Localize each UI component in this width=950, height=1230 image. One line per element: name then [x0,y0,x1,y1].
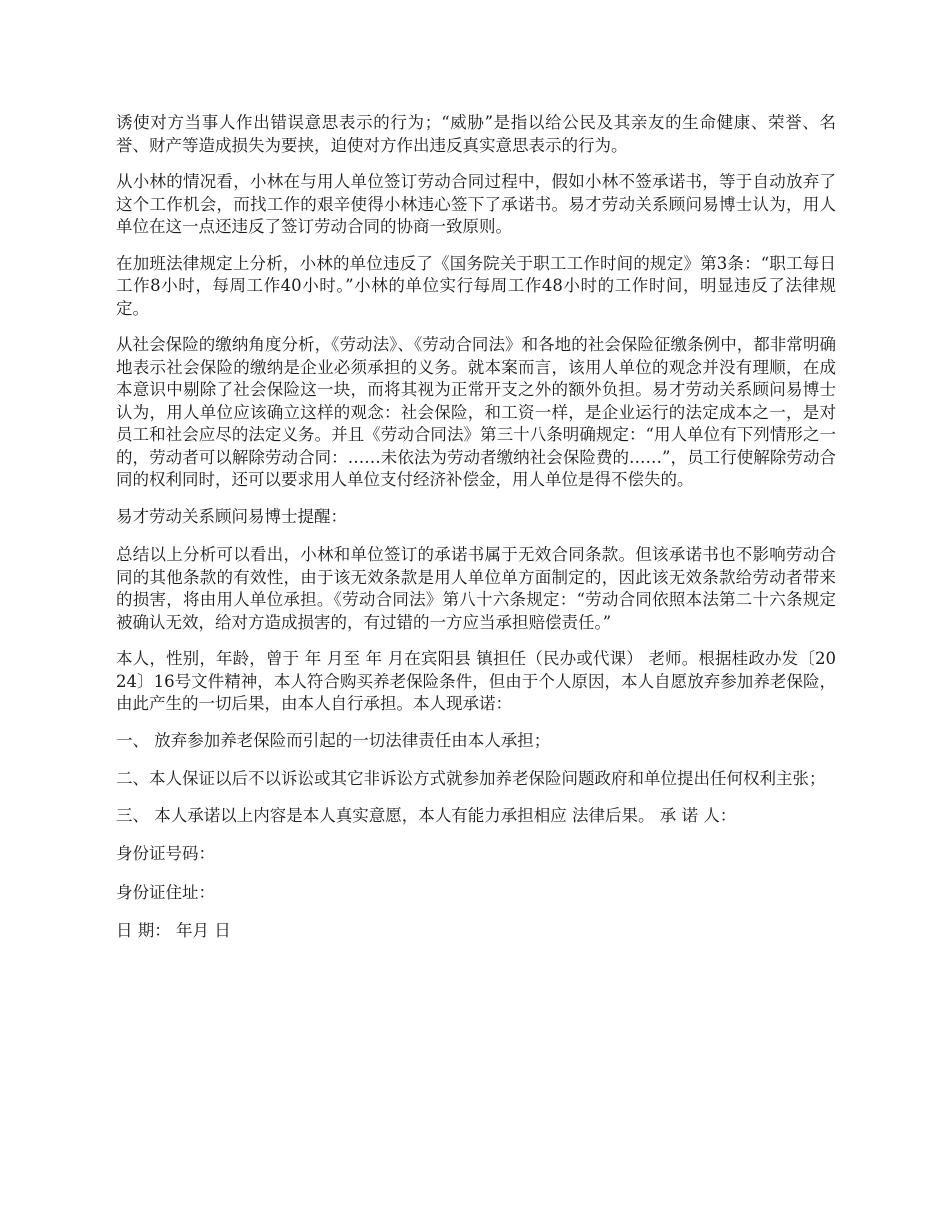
paragraph-coercion-definition: 诱使对方当事人作出错误意思表示的行为；“威胁”是指以给公民及其亲友的生命健康、荣誉、名誉、财产等造成损失为要挟，迫使对方作出违反真实意思表示的行为。 [116,113,836,155]
date-field: 日 期： 年月 日 [116,921,231,940]
id-number-field: 身份证号码： [116,844,215,863]
document-page [116,112,836,959]
paragraph-conclusion: 总结以上分析可以看出，小林和单位签订的承诺书属于无效合同条款。但该承诺书也不影响劳动合同的其他条款的有效性，由于该无效条款是用人单位单方面制定的，因此该无效条款给劳动者带来的损害，将由用人单位承担。《劳动合同法》第八十六条规定：“劳动合同依照本法第二十六条规定被确认无效，给对方造成损害的，有过错的一方应当承担赔偿责任。” [116,545,836,632]
paragraph-personal-statement: 本人，性别，年龄，曾于 年 月至 年 月在宾阳县 镇担任（民办或代课） 老师。根据桂政办发〔2024〕16号文件精神，本人符合购买养老保险条件，但由于个人原因，本人自愿放弃参加养老保险，由此产生的一切后果，由本人自行承担。本人现承诺： [116,649,836,713]
pledge-item-2: 二、本人保证以后不以诉讼或其它非诉讼方式就参加养老保险问题政府和单位提出任何权利主张； [116,769,826,788]
pledge-item-1: 一、 放弃参加养老保险而引起的一切法律责任由本人承担； [116,730,551,750]
paragraph-advisor-reminder: 易才劳动关系顾问易博士提醒： [116,506,347,526]
paragraph-overtime-law: 在加班法律规定上分析，小林的单位违反了《国务院关于职工工作时间的规定》第3条：“职工每日工作8小时，每周工作40小时。”小林的单位实行每周工作48小时的工作时间，明显违反了法律规定。 [116,253,836,318]
paragraph-xiaolin-situation: 从小林的情况看，小林在与用人单位签订劳动合同过程中，假如小林不签承诺书，等于自动放弃了这个工作机会，而找工作的艰辛使得小林违心签下了承诺书。易才劳动关系顾问易博士认为，用人单位在这一点还违反了签订劳动合同的协商一致原则。 [116,172,836,236]
paragraph-social-insurance: 从社会保险的缴纳角度分析，《劳动法》、《劳动合同法》和各地的社会保险征缴条例中，都非常明确地表示社会保险的缴纳是企业必须承担的义务。就本案而言，该用人单位的观念并没有理顺，在成本意识中剔除了社会保险这一块，而将其视为正常开支之外的额外负担。易才劳动关系顾问易博士认为，用人单位应该确立这样的观念：社会保险，和工资一样，是企业运行的法定成本之一，是对员工和社会应尽的法定义务。并且《劳动合同法》第三十八条明确规定：“用人单位有下列情形之一的，劳动者可以解除劳动合同：……未依法为劳动者缴纳社会保险费的……”，员工行使解除劳动合同的权利同时，还可以要求用人单位支付经济补偿金，用人单位是得不偿失的。 [116,335,836,489]
id-address-field: 身份证住址： [116,882,215,902]
pledge-item-3: 三、 本人承诺以上内容是本人真实意愿，本人有能力承担相应 法律后果。 承 诺 人： [116,805,737,825]
